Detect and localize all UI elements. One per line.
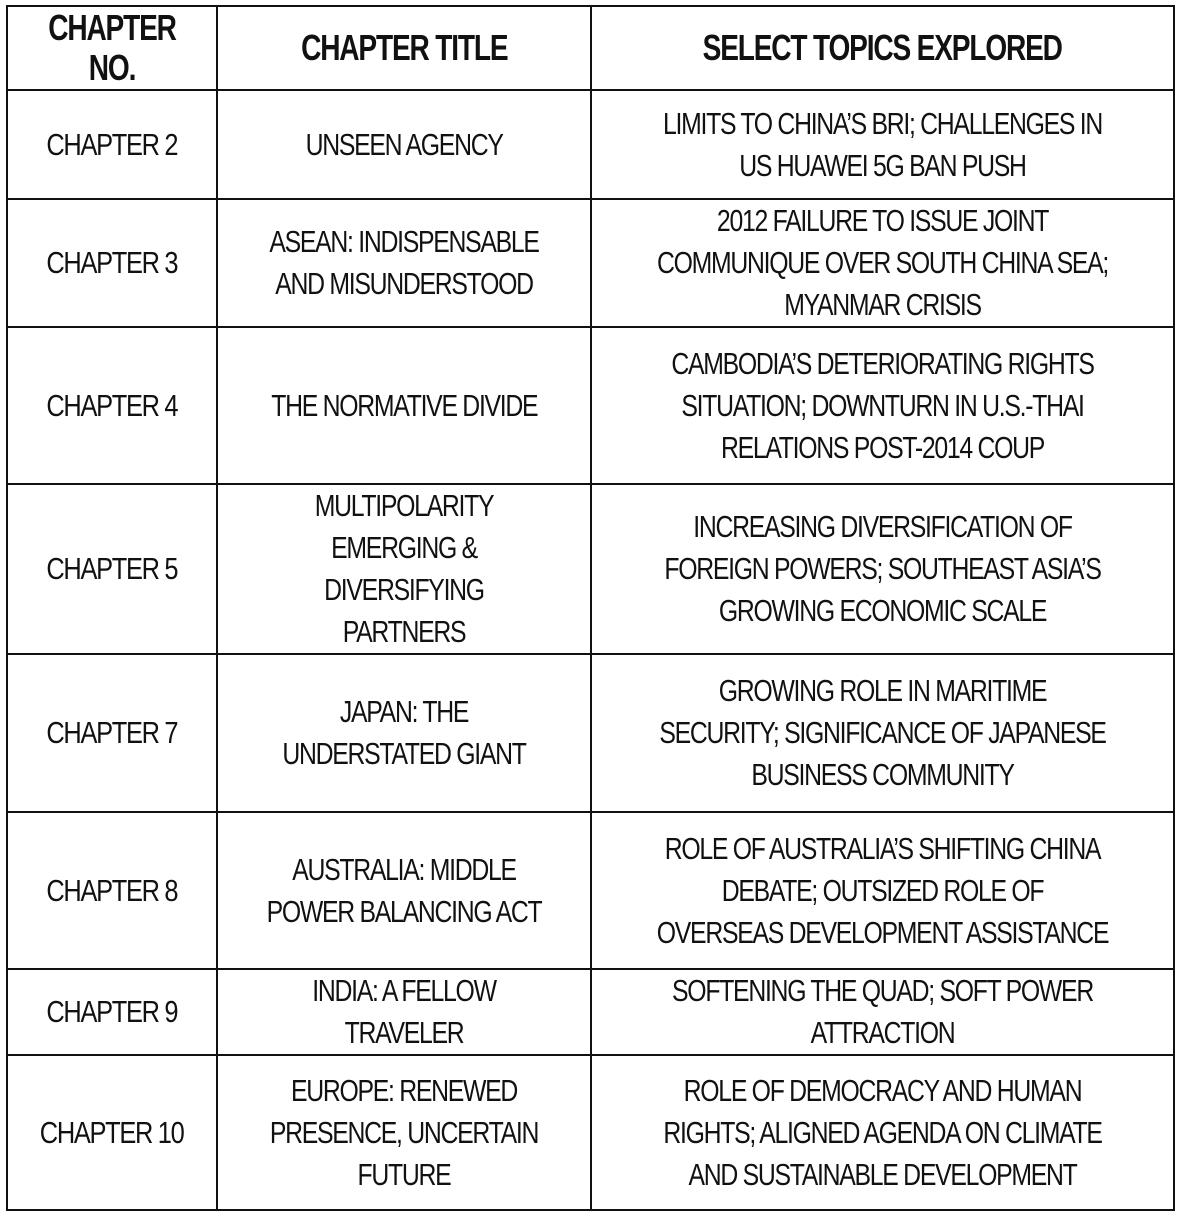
chapter-topics: CAMBODIA’S DETERIORATING RIGHTS SITUATION; DOWNTURN IN U.S.-THAI RELATIONS POST-2014 COUP [671,345,1094,465]
chapter-topics: GROWING ROLE IN MARITIME SECURITY; SIGNIFICANCE OF JAPANESE BUSINESS COMMUNITY [659,673,1106,792]
chapter-number: CHAPTER 8 [46,872,178,908]
chapter-topics-cell [591,199,1174,327]
chapter-topics-cell [591,812,1174,969]
chapter-title: THE NORMATIVE DIVIDE [270,387,538,423]
chapter-topics-cell [591,484,1174,654]
header-chapter-title-text: CHAPTER TITLE [300,27,508,68]
table-row [7,484,1174,654]
chapter-topics: LIMITS TO CHINA’S BRI; CHALLENGES IN US HUAWEI 5G BAN PUSH [662,105,1102,183]
chapter-topics-cell [591,90,1174,199]
chapter-title-cell [217,90,591,199]
chapter-title-cell [217,327,591,484]
chapter-topics: INCREASING DIVERSIFICATION OF FOREIGN POWERS; SOUTHEAST ASIA’S GROWING ECONOMIC SCALE [664,509,1101,628]
chapter-topics: ROLE OF DEMOCRACY AND HUMAN RIGHTS; ALIGNED AGENDA ON CLIMATE AND SUSTAINABLE DEVELOPMENT [663,1072,1102,1192]
chapter-number-cell [7,327,217,484]
chapter-number-cell [7,484,217,654]
chapter-number-cell [7,199,217,327]
chapter-topics-cell [591,1055,1174,1210]
chapter-number: CHAPTER 2 [46,126,178,162]
chapter-number: CHAPTER 5 [46,551,178,586]
chapter-number-cell [7,1055,217,1210]
header-select-topics-text: SELECT TOPICS EXPLORED [702,27,1063,68]
chapter-title-cell [217,812,591,969]
header-chapter-no [7,6,217,90]
chapter-number: CHAPTER 4 [46,387,178,423]
table-row [7,327,1174,484]
chapter-title: INDIA: A FELLOW TRAVELER [312,973,496,1050]
table-row [7,1055,1174,1210]
chapter-number: CHAPTER 3 [46,245,178,280]
chapter-number: CHAPTER 7 [46,715,178,750]
table-row [7,199,1174,327]
chapter-title: ASEAN: INDISPENSABLE AND MISUNDERSTOOD [269,224,539,301]
chapter-number-cell [7,90,217,199]
chapter-number-cell [7,812,217,969]
chapter-title-cell [217,484,591,654]
table-row [7,654,1174,812]
chapter-number-cell [7,654,217,812]
chapter-title-cell [217,1055,591,1210]
chapter-title: AUSTRALIA: MIDDLE POWER BALANCING ACT [266,851,542,929]
table-header-row [7,6,1174,90]
chapter-number-cell [7,969,217,1055]
table-row [7,969,1174,1055]
chapter-number: CHAPTER 10 [40,1114,184,1150]
chapter-topics-cell [591,969,1174,1055]
chapter-number: CHAPTER 9 [46,994,178,1029]
chapter-title-cell [217,654,591,812]
chapter-title-cell [217,969,591,1055]
chapter-topics: ROLE OF AUSTRALIA’S SHIFTING CHINA DEBATE; OUTSIZED ROLE OF OVERSEAS DEVELOPMENT ASSISTANCE [656,830,1109,950]
chapter-topics: SOFTENING THE QUAD; SOFT POWER ATTRACTION [672,973,1093,1050]
header-select-topics [591,6,1174,90]
table-row [7,90,1174,199]
chapter-topics-cell [591,654,1174,812]
header-chapter-no-text: CHAPTER NO. [48,7,176,88]
chapter-title: MULTIPOLARITY EMERGING & DIVERSIFYING PARTNERS [314,488,494,649]
chapter-title: JAPAN: THE UNDERSTATED GIANT [282,694,526,771]
header-chapter-title [217,6,591,90]
chapter-topics-cell [591,327,1174,484]
table-row [7,812,1174,969]
chapter-title: UNSEEN AGENCY [305,126,503,162]
chapter-title: EUROPE: RENEWED PRESENCE, UNCERTAIN FUTURE [269,1072,539,1192]
chapter-title-cell [217,199,591,327]
chapter-topics: 2012 FAILURE TO ISSUE JOINT COMMUNIQUE OVER SOUTH CHINA SEA; MYANMAR CRISIS [657,203,1108,322]
chapter-summary-table [6,5,1175,1211]
